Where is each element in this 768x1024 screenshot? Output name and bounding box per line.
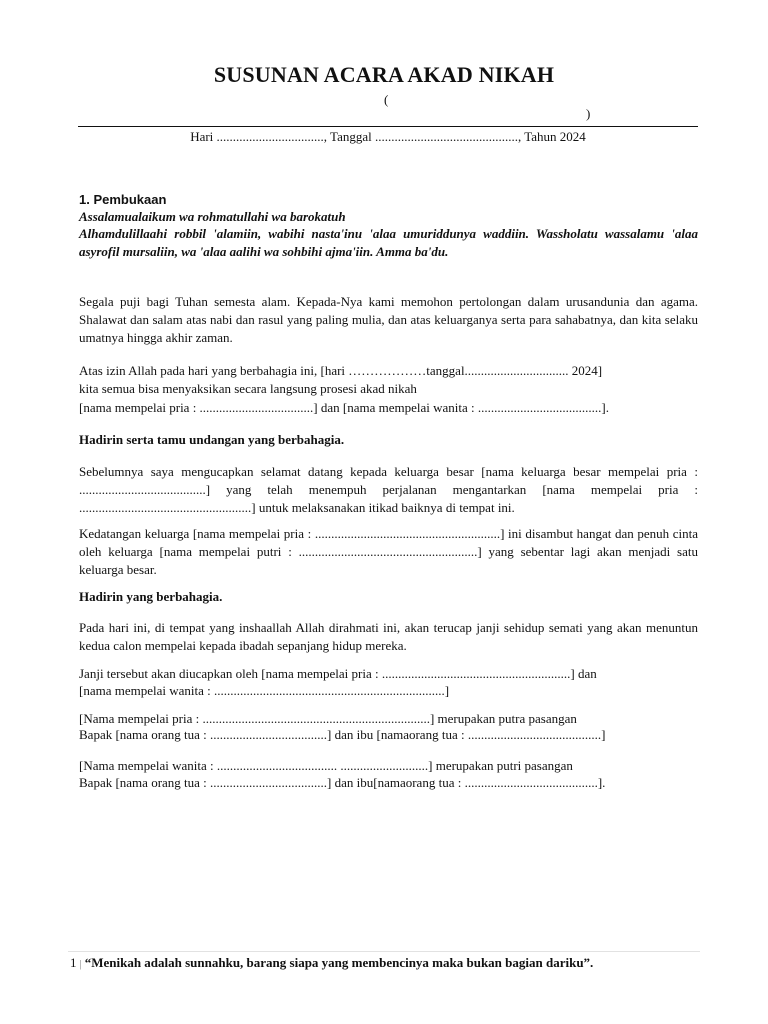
paragraph-welcome: Sebelumnya saya mengucapkan selamat datang kepada keluarga besar [nama keluarga besar mempelai pria : .......................................] yang telah menempuh perjalanan mengantarkan [nama mempelai pria : .....................................................] untuk melaksanakan itikad baiknya di tempat ini. xyxy=(79,464,698,515)
footer-separator: | xyxy=(79,958,82,970)
paragraph-praise: Segala puji bagi Tuhan semesta alam. Kepada-Nya kami memohon pertolongan dalam urusandunia dan agama. Shalawat dan salam atas nabi dan rasul yang paling mulia, dan atas keluarganya serta para sahabatnya, dan kita selaku umatnya hingga akhir zaman. xyxy=(79,294,698,345)
paragraph-putra-line1: [Nama mempelai pria : ......................................................................] merupakan putra pasangan xyxy=(79,711,577,726)
footer-divider xyxy=(68,951,700,952)
heading-hadirin-tamu: Hadirin serta tamu undangan yang berbahagia. xyxy=(79,432,345,447)
paragraph-izin-line2: kita semua bisa menyaksikan secara langsung prosesi akad nikah xyxy=(79,381,417,396)
paragraph-putri-line1: [Nama mempelai wanita : ..................................... ...........................] merupakan putri pasangan xyxy=(79,758,573,773)
date-line: Hari ................................., Tanggal ............................................, Tahun 2024 xyxy=(190,129,586,144)
page-number: 1 xyxy=(70,955,77,970)
section-heading-pembukaan: 1. Pembukaan xyxy=(79,192,167,207)
page-title: SUSUNAN ACARA AKAD NIKAH xyxy=(213,62,555,87)
title-paren-close: ) xyxy=(586,106,591,121)
paragraph-janji-intro: Pada hari ini, di tempat yang inshaallah Allah dirahmati ini, akan terucap janji sehidup semati yang akan menuntun kedua calon mempelai kepada ibadah sepanjang hidup mereka. xyxy=(79,620,698,653)
paragraph-janji-line1: Janji tersebut akan diucapkan oleh [nama mempelai pria : ..........................................................] dan xyxy=(79,666,597,681)
title-paren-open: ( xyxy=(384,92,389,107)
paragraph-putri-line2: Bapak [nama orang tua : ....................................] dan ibu[namaorang tua : .........................................]. xyxy=(79,775,606,790)
salam-line: Assalamualaikum wa rohmatullahi wa barokatuh xyxy=(79,209,346,224)
footer-quote: “Menikah adalah sunnahku, barang siapa yang membencinya maka bukan bagian dariku”. xyxy=(84,955,594,970)
page-footer xyxy=(70,955,593,971)
paragraph-izin-line1: Atas izin Allah pada hari yang berbahagia ini, [hari ………………tanggal................................ 2024] xyxy=(79,363,603,378)
heading-hadirin: Hadirin yang berbahagia. xyxy=(79,589,223,604)
paragraph-kedatangan: Kedatangan keluarga [nama mempelai pria : .........................................................] ini disambut hangat dan penuh cinta oleh keluarga [nama mempelai putri : .......................................................] yang sebentar lagi akan menjadi satu keluarga besar. xyxy=(79,526,698,577)
header-divider xyxy=(78,126,698,127)
paragraph-izin-line3: [nama mempelai pria : ...................................] dan [nama mempelai wanita : ......................................]. xyxy=(79,400,609,415)
opening-prayer: Alhamdulillaahi robbil 'alamiin, wabihi nasta'inu 'alaa umuriddunya waddiin. Wassholatu wassalamu 'alaa asyrofil mursaliin, wa 'alaa aalihi wa sohbihi ajma'iin. Amma ba'du. xyxy=(79,226,698,259)
paragraph-putra-line2: Bapak [nama orang tua : ....................................] dan ibu [namaorang tua : .........................................] xyxy=(79,727,606,742)
paragraph-janji-line2: [nama mempelai wanita : .......................................................................] xyxy=(79,683,450,698)
